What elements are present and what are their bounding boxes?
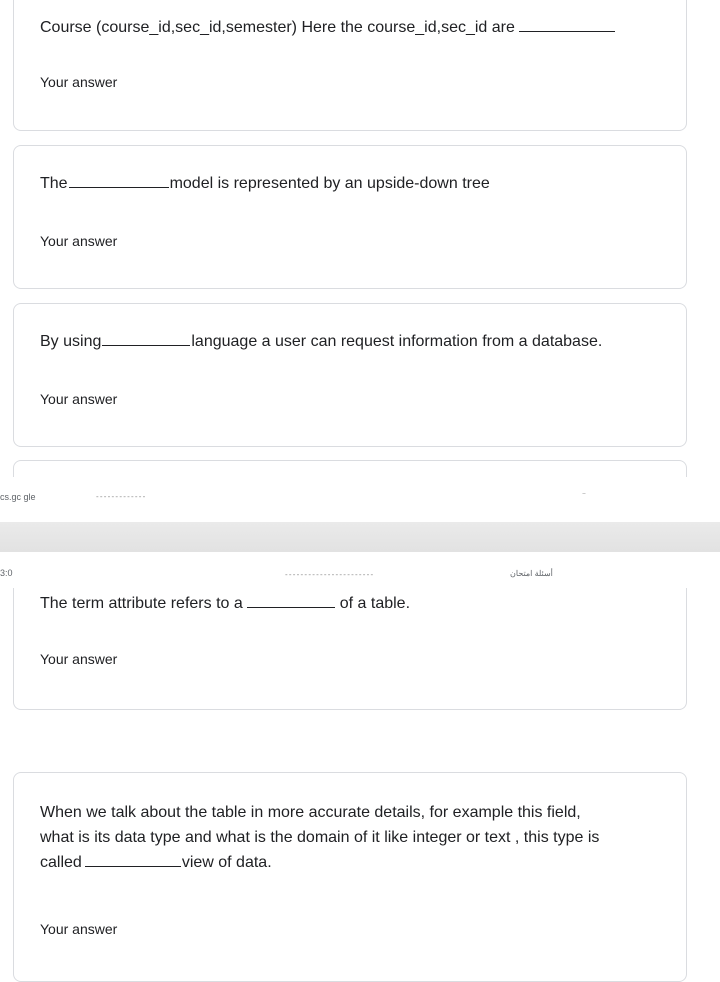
question-text: By using language a user can request information from a database. [40,333,603,350]
answer-input[interactable]: Your answer [40,651,118,667]
blank-line [69,173,169,188]
blank-line [102,331,190,346]
browser-status-bar [0,552,720,588]
tab-title: أسئلة امتحان [510,569,553,578]
question-card-1 [13,0,687,131]
question-card-4 [13,588,687,710]
question-card-3 [13,303,687,447]
answer-input[interactable]: Your answer [40,74,118,90]
blank-line [247,593,335,608]
screenshot-seam [0,522,720,552]
question-text: When we talk about the table in more accurate details, for example this field, what is its data type and what is the domain of it like integer or text , this type is called view of data. [40,804,600,871]
question-text: The model is represented by an upside-down tree [40,175,490,192]
question-text: Course (course_id,sec_id,semester) Here the course_id,sec_id are [40,15,616,40]
blank-line [519,17,615,32]
url-text: cs.gc gle [0,492,36,502]
url-smudge: - - - - - - - - - - - - - [96,492,145,501]
answer-input[interactable]: Your answer [40,233,118,249]
answer-input[interactable]: Your answer [40,921,118,937]
question-card-2 [13,145,687,289]
blank-line [85,852,181,867]
question-text: The term attribute refers to a of a table. [40,595,411,612]
url-smudge-end: .. [582,487,586,496]
tab-title-smudge: - - - - - - - - - - - - - - - - - - - - - - - [285,570,373,579]
time-text: 3:0 [0,568,13,578]
browser-url-bar [0,477,720,522]
question-card-5 [13,772,687,982]
answer-input[interactable]: Your answer [40,391,118,407]
